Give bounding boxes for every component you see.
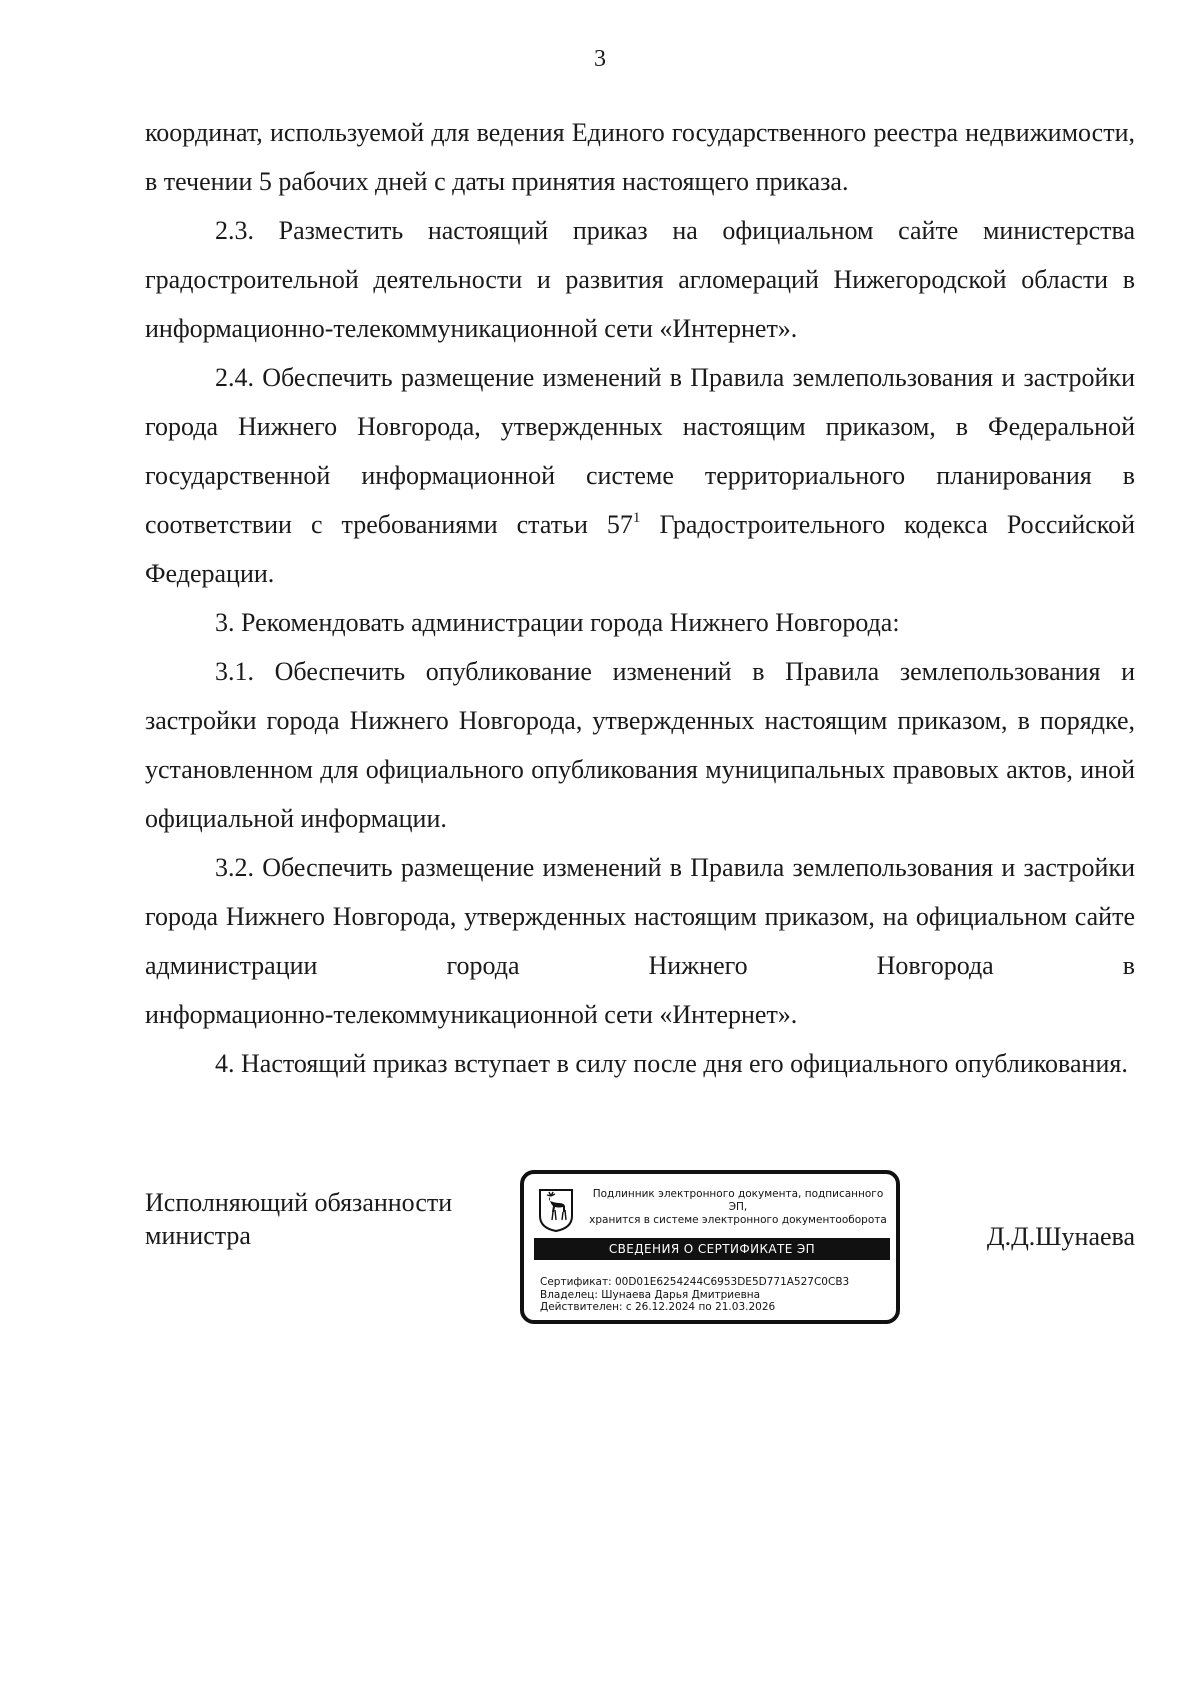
electronic-signature-stamp <box>520 1170 900 1324</box>
certificate-header-band: СВЕДЕНИЯ О СЕРТИФИКАТЕ ЭП <box>534 1238 890 1260</box>
paragraph-3-1: 3.1. Обеспечить опубликование изменений в Правила землепользования и застройки города Нижнего Новгорода, утвержденных настоящим приказом, в порядке, установленном для официального опубликования муниципальных правовых актов, иной официальной информации. <box>145 657 1135 833</box>
certificate-number: Сертификат: 00D01E6254244C6953DE5D771A527C0CB3 <box>540 1276 850 1288</box>
paragraph-2-4-text: 2.4. Обеспечить размещение изменений в Правила землепользования и застройки города Нижнего Новгорода, утвержденных настоящим приказом, в Федеральной государственной информационной системе территориального планирования в соответствии с требованиями статьи 57 <box>145 363 1135 539</box>
stamp-notice-line2: хранится в системе электронного документооборота <box>589 1214 887 1226</box>
paragraph-3-2-end: информационно-телекоммуникационной сети «Интернет». <box>145 1000 798 1029</box>
certificate-owner: Владелец: Шунаева Дарья Дмитриевна <box>540 1288 761 1301</box>
page-number: 3 <box>594 46 606 72</box>
signatory-title-line1: Исполняющий обязанности <box>145 1188 453 1217</box>
signatory-title <box>145 1186 452 1252</box>
deer-emblem-icon <box>538 1188 574 1232</box>
stamp-notice-line1: Подлинник электронного документа, подписанного ЭП, <box>592 1188 884 1213</box>
paragraph-3-2: 3.2. Обеспечить размещение изменений в Правила землепользования и застройки города Нижнего Новгорода, утвержденных настоящим приказом, на официальном сайте администрации города Нижнего Новгорода в <box>145 853 1135 980</box>
stamp-notice <box>582 1188 894 1227</box>
certificate-details <box>540 1276 892 1314</box>
paragraph-continuation: координат, используемой для ведения Единого государственного реестра недвижимости, в течении 5 рабочих дней с даты принятия настоящего приказа. <box>145 118 1135 196</box>
article-superscript: 1 <box>632 510 641 526</box>
certificate-validity: Действителен: с 26.12.2024 по 21.03.2026 <box>540 1301 776 1313</box>
signatory-title-line2: министра <box>145 1221 251 1250</box>
paragraph-2-4-text-end: Градостроительного кодекса Российской Федерации. <box>145 510 1135 588</box>
paragraph-4: 4. Настоящий приказ вступает в силу после дня его официального опубликования. <box>215 1049 1128 1078</box>
document-body <box>145 108 1135 1088</box>
signatory-name: Д.Д.Шунаева <box>986 1222 1135 1251</box>
paragraph-3: 3. Рекомендовать администрации города Нижнего Новгорода: <box>215 608 900 637</box>
paragraph-2-4 <box>145 353 1135 598</box>
paragraph-2-3: 2.3. Разместить настоящий приказ на официальном сайте министерства градостроительной деятельности и развития агломераций Нижегородской области в информационно-телекоммуникационной сети «Интернет». <box>145 216 1135 343</box>
